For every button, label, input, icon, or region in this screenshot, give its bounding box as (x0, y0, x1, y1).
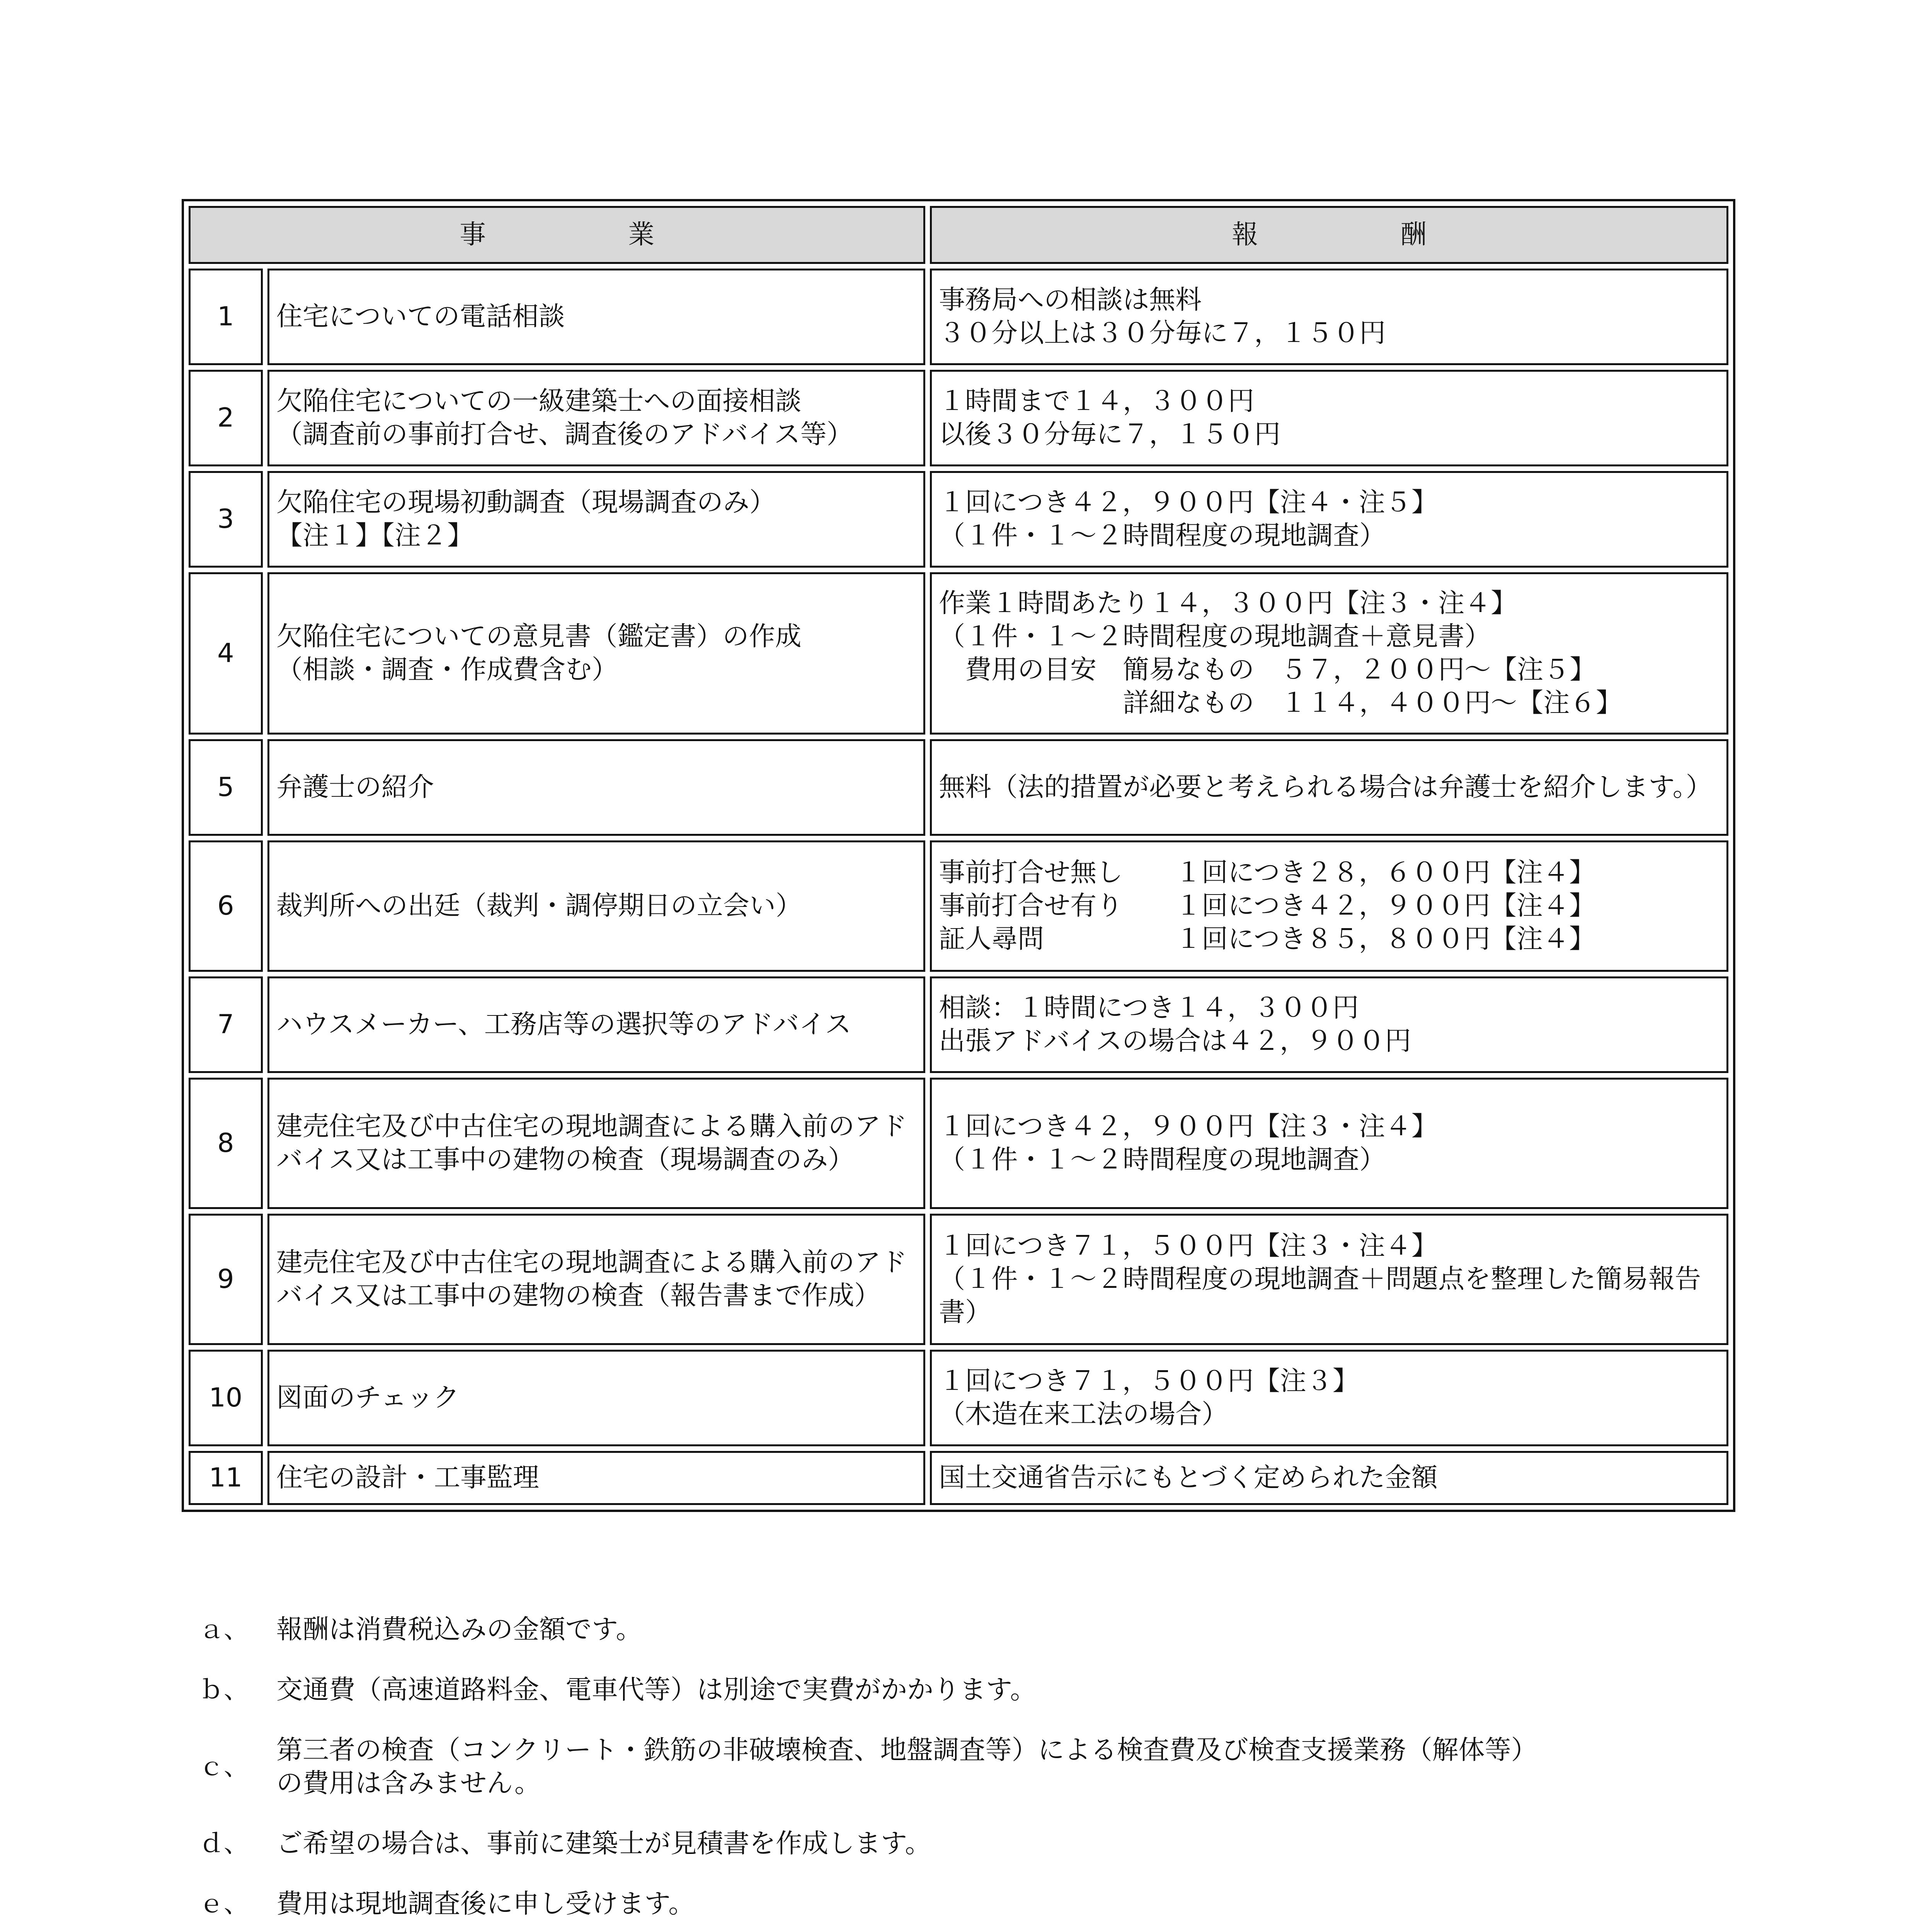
note-a (182, 1613, 1766, 1646)
fee-table (182, 199, 1735, 1512)
note-d (182, 1827, 1766, 1861)
note-text: 報酬は消費税込みの金額です。 (276, 1614, 642, 1645)
row-business: 欠陥住宅の現場初動調査（現場調査のみ） 【注１】【注２】 (267, 471, 925, 568)
row-fee: １回につき４２，９００円【注４・注５】 （１件・１～２時間程度の現地調査） (930, 471, 1728, 568)
note-b (182, 1673, 1766, 1707)
table-row (189, 370, 1728, 466)
note-label: ｄ、 (199, 1830, 249, 1858)
row-fee: 国土交通省告示にもとづく定められた金額 (930, 1451, 1728, 1505)
row-fee: 無料（法的措置が必要と考えられる場合は弁護士を紹介します。） (930, 739, 1728, 836)
row-number: 11 (189, 1451, 263, 1505)
row-business: 住宅についての電話相談 (267, 269, 925, 365)
row-number: 2 (189, 370, 263, 466)
row-fee: １回につき７１，５００円【注３】 （木造在来工法の場合） (930, 1350, 1728, 1446)
table-row (189, 1214, 1728, 1345)
note-label: ｅ、 (199, 1890, 249, 1918)
row-business: 弁護士の紹介 (267, 739, 925, 836)
row-number: 10 (189, 1350, 263, 1446)
row-fee: １時間まで１４，３００円 以後３０分毎に７，１５０円 (930, 370, 1728, 466)
note-text: 交通費（高速道路料金、電車代等）は別途で実費がかかります。 (276, 1675, 1037, 1705)
row-fee: 相談：１時間につき１４，３００円 出張アドバイスの場合は４２，９００円 (930, 976, 1728, 1073)
table-row (189, 976, 1728, 1073)
row-business: 図面のチェック (267, 1350, 925, 1446)
note-label: ｂ、 (199, 1676, 249, 1704)
table-row (189, 1078, 1728, 1209)
table-row (189, 471, 1728, 568)
row-business: 建売住宅及び中古住宅の現地調査による購入前のアドバイス又は工事中の建物の検査（報告書まで作成） (267, 1214, 925, 1345)
row-fee: 事前打合せ無し １回につき２８，６００円【注４】 事前打合せ有り １回につき４２，９００円【注４】 証人尋問 １回につき８５，８００円【注４】 (930, 840, 1728, 972)
note-text: 費用は現地調査後に申し受けます。 (276, 1889, 695, 1919)
table-row (189, 572, 1728, 735)
header-fee: 報 酬 (930, 206, 1728, 264)
row-number: 1 (189, 269, 263, 365)
note-label: ａ、 (199, 1616, 249, 1644)
row-number: 7 (189, 976, 263, 1073)
row-number: 5 (189, 739, 263, 836)
row-fee: 事務局への相談は無料 ３０分以上は３０分毎に７，１５０円 (930, 269, 1728, 365)
row-number: 8 (189, 1078, 263, 1209)
row-fee: １回につき４２，９００円【注３・注４】 （１件・１～２時間程度の現地調査） (930, 1078, 1728, 1209)
row-number: 4 (189, 572, 263, 735)
table-row (189, 739, 1728, 836)
note-c (182, 1734, 1766, 1800)
row-number: 6 (189, 840, 263, 972)
row-business: 裁判所への出廷（裁判・調停期日の立会い） (267, 840, 925, 972)
note-label: ｃ、 (199, 1753, 249, 1781)
note-text: 第三者の検査（コンクリート・鉄筋の非破壊検査、地盤調査等）による検査費及び検査支援業務（解体等） の費用は含みません。 (276, 1735, 1537, 1799)
row-fee: 作業１時間あたり１４，３００円【注３・注４】 （１件・１～２時間程度の現地調査＋意見書） 費用の目安 簡易なもの ５７，２００円～【注５】 詳細なもの １１４，４００円～【注６】 (930, 572, 1728, 735)
table-row (189, 1350, 1728, 1446)
note-text: ご希望の場合は、事前に建築士が見積書を作成します。 (276, 1828, 931, 1859)
table-header-row (189, 206, 1728, 264)
row-business: ハウスメーカー、工務店等の選択等のアドバイス (267, 976, 925, 1073)
row-number: 3 (189, 471, 263, 568)
row-fee: １回につき７１，５００円【注３・注４】 （１件・１～２時間程度の現地調査＋問題点を整理した簡易報告書） (930, 1214, 1728, 1345)
header-business: 事 業 (189, 206, 925, 264)
row-business: 住宅の設計・工事監理 (267, 1451, 925, 1505)
row-number: 9 (189, 1214, 263, 1345)
row-business: 建売住宅及び中古住宅の現地調査による購入前のアドバイス又は工事中の建物の検査（現場調査のみ） (267, 1078, 925, 1209)
table-row (189, 840, 1728, 972)
row-business: 欠陥住宅についての意見書（鑑定書）の作成 （相談・調査・作成費含む） (267, 572, 925, 735)
notes-section (182, 1613, 1766, 1932)
table-row (189, 1451, 1728, 1505)
table-row (189, 269, 1728, 365)
note-e (182, 1888, 1766, 1921)
row-business: 欠陥住宅についての一級建築士への面接相談 （調査前の事前打合せ、調査後のアドバイス等） (267, 370, 925, 466)
